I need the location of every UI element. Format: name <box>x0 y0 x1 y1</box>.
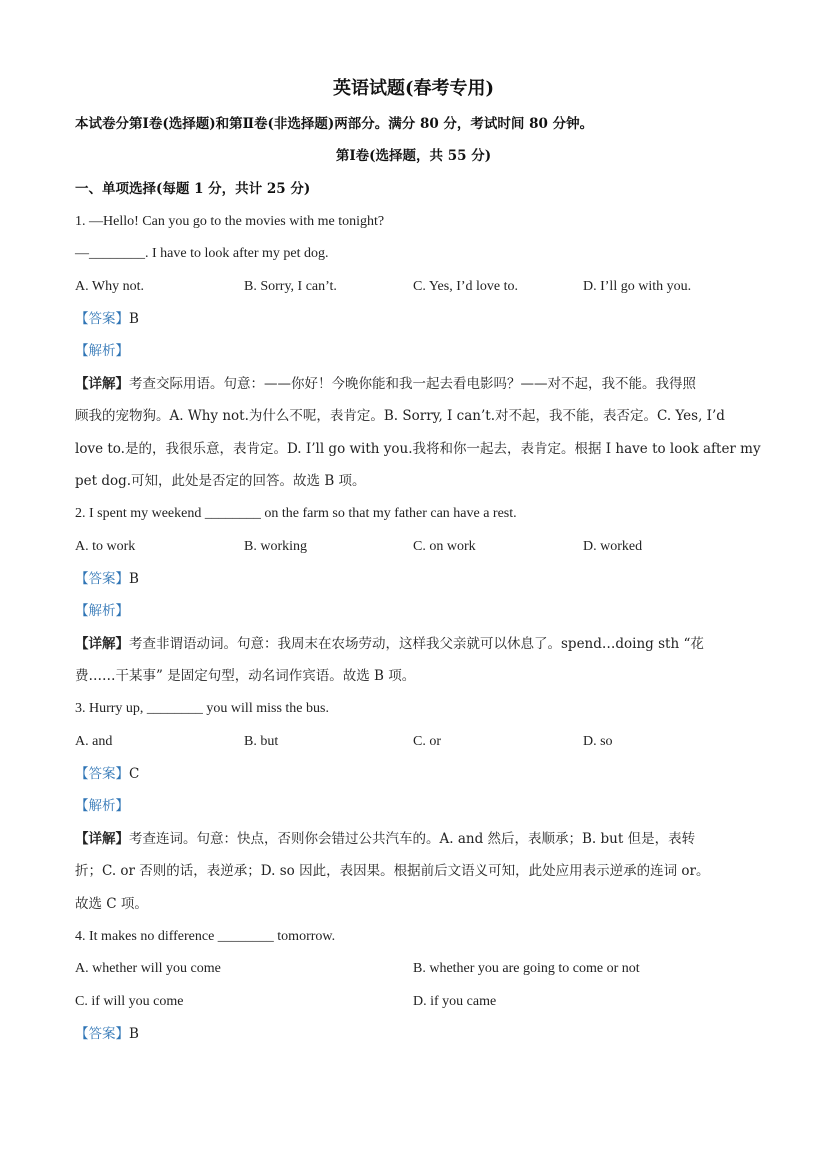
detail-label: 【详解】 <box>75 376 129 392</box>
answer-value: C <box>129 766 140 782</box>
question-3-answer <box>75 764 139 784</box>
answer-label: 【答案】 <box>75 1026 129 1042</box>
answer-value: B <box>129 1026 139 1042</box>
question-3-detail-line-3: 故选 C 项。 <box>75 896 148 912</box>
answer-label: 【答案】 <box>75 311 129 327</box>
question-1-detail-line-3: love to.是的，我很乐意，表肯定。D. I’ll go with you.我将和你一起去，表肯定。根据 I have to look after my <box>75 441 761 457</box>
question-3-detail-line-1: 【详解】考查连词。句意：快点，否则你会错过公共汽车的。A. and 然后，表顺承；B. but 但是，表转 <box>75 831 696 847</box>
question-2-analysis-label: 【解析】 <box>75 603 129 619</box>
question-2-option-c: C. on work <box>413 539 476 554</box>
question-2-option-d: D. worked <box>583 539 643 554</box>
question-2-option-a: A. to work <box>75 539 136 554</box>
answer-value: B <box>129 311 139 327</box>
question-1-detail-line-1: 【详解】考查交际用语。句意：——你好！今晚你能和我一起去看电影吗？——对不起，我不能。我得照 <box>75 376 696 392</box>
question-1-stem: 1. —Hello! Can you go to the movies with me tonight? <box>75 214 385 229</box>
question-1-analysis-label: 【解析】 <box>75 343 129 359</box>
question-4-option-d: D. if you came <box>413 994 497 1009</box>
question-3-analysis-label: 【解析】 <box>75 798 129 814</box>
question-2-detail-line-2: 费……干某事” 是固定句型，动名词作宾语。故选 B 项。 <box>75 668 416 684</box>
question-4-option-c: C. if will you come <box>75 994 184 1009</box>
answer-label: 【答案】 <box>75 766 129 782</box>
question-3-option-a: A. and <box>75 734 113 749</box>
exam-intro: 本试卷分第Ⅰ卷(选择题)和第Ⅱ卷(非选择题)两部分。满分 80 分，考试时间 80 分钟。 <box>75 116 594 132</box>
answer-value: B <box>129 571 139 587</box>
question-1-option-d: D. I’ll go with you. <box>583 279 692 294</box>
question-3-detail-line-2: 折；C. or 否则的话，表逆承；D. so 因此，表因果。根据前后文语义可知，此处应用表示逆承的连词 or。 <box>75 863 710 879</box>
detail-label: 【详解】 <box>75 831 129 847</box>
question-2-option-b: B. working <box>244 539 307 554</box>
question-4-option-b: B. whether you are going to come or not <box>413 961 640 976</box>
question-1-option-a: A. Why not. <box>75 279 144 294</box>
question-3-option-d: D. so <box>583 734 613 749</box>
question-2-stem: 2. I spent my weekend ________ on the farm so that my father can have a rest. <box>75 506 517 521</box>
detail-label: 【详解】 <box>75 636 129 652</box>
question-3-option-c: C. or <box>413 734 441 749</box>
question-4-option-a: A. whether will you come <box>75 961 221 976</box>
question-3-option-b: B. but <box>244 734 279 749</box>
question-1-answer <box>75 309 139 329</box>
question-1-stem-reply: —________. I have to look after my pet dog. <box>75 246 329 261</box>
question-1-detail-line-4: pet dog.可知，此处是否定的回答。故选 B 项。 <box>75 473 366 489</box>
question-4-stem: 4. It makes no difference ________ tomorrow. <box>75 929 336 944</box>
part1-heading: 第Ⅰ卷(选择题，共 55 分) <box>335 148 492 164</box>
question-4-answer <box>75 1024 139 1044</box>
question-1-option-c: C. Yes, I’d love to. <box>413 279 519 294</box>
section-heading: 一、单项选择(每题 1 分，共计 25 分) <box>75 181 311 197</box>
document-title: 英语试题(春考专用) <box>332 78 495 99</box>
question-3-stem: 3. Hurry up, ________ you will miss the bus. <box>75 701 329 716</box>
question-2-detail-line-1: 【详解】考查非谓语动词。句意：我周末在农场劳动，这样我父亲就可以休息了。spend…doing sth “花 <box>75 636 704 652</box>
answer-label: 【答案】 <box>75 571 129 587</box>
question-1-detail-line-2: 顾我的宠物狗。A. Why not.为什么不呢，表肯定。B. Sorry, I can’t.对不起，我不能，表否定。C. Yes, I’d <box>75 408 725 424</box>
question-2-answer <box>75 569 139 589</box>
question-1-option-b: B. Sorry, I can’t. <box>244 279 337 294</box>
